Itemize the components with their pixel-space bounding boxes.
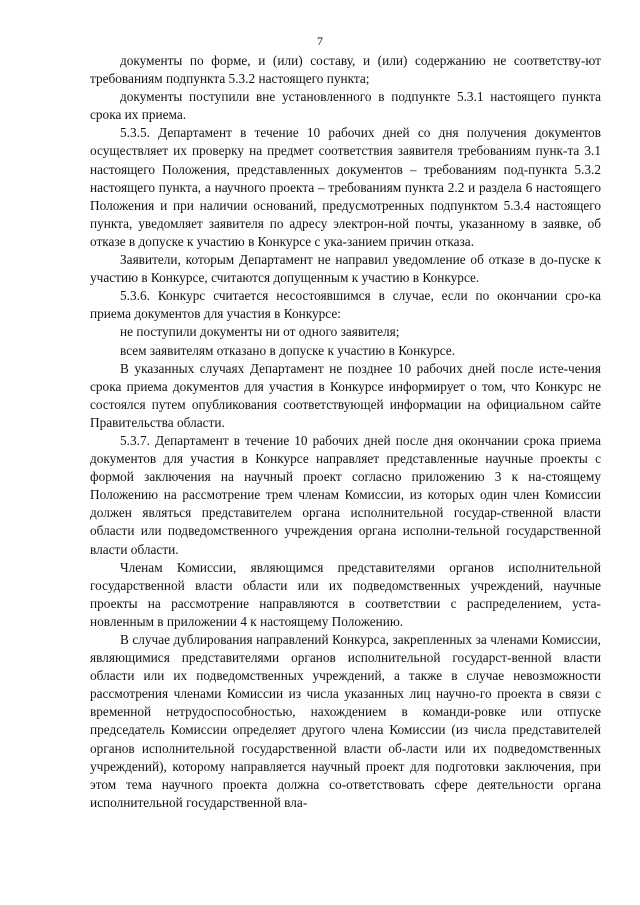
- paragraph: документы по форме, и (или) составу, и (или) содержанию не соответству-ют требованиям подпункта 5.3.2 настоящего пункта;: [90, 53, 601, 87]
- paragraph: Членам Комиссии, являющимся представителями органов исполнительной государственной власти области или их подведомственных учреждений, научные проекты на рассмотрение направляются в соответствии с распределением, уста-новленным в приложении 4 к настоящему Положению.: [90, 559, 601, 629]
- paragraph: Заявители, которым Департамент не направил уведомление об отказе в до-пуске к участию в Конкурсе, считаются допущенным к участию в Конкурсе.: [90, 252, 601, 286]
- paragraph: 5.3.5. Департамент в течение 10 рабочих дней со дня получения документов осуществляет их проверку на предмет соответствия заявителя требованиям пунк-та 3.1 настоящего Положения, представленных документов – требованиям под-пункта 5.3.2 настоящего пункта, а научного проекта – требованиям пункта 2.2 и раздела 6 настоящего Положения и при наличии оснований, предусмотренных подпунктом 5.3.4 настоящего пункта, уведомляет заявителя по адресу электрон-ной почты, указанному в заявке, об отказе в допуске к участию в Конкурсе с ука-занием причин отказа.: [90, 125, 601, 249]
- paragraph: не поступили документы ни от одного заявителя;: [120, 324, 400, 340]
- paragraph: всем заявителям отказано в допуске к участию в Конкурсе.: [120, 342, 456, 358]
- paragraph: 5.3.6. Конкурс считается несостоявшимся в случае, если по окончании сро-ка приема документов для участия в Конкурсе:: [90, 288, 601, 322]
- paragraph: В указанных случаях Департамент не позднее 10 рабочих дней после исте-чения срока приема документов для участия в Конкурсе информирует о том, что Конкурс не состоялся путем опубликования соответствующей информации на официальном сайте Правительства области.: [90, 360, 601, 430]
- document-body: [90, 52, 601, 812]
- paragraph: В случае дублирования направлений Конкурса, закрепленных за членами Комиссии, являющимися представителями органов исполнительной государст-венной власти области или их подведомственных учреждений, а также в случае невозможности рассмотрения членами Комиссии из числа указанных лиц научно-го проекта в связи с временной нетрудоспособностью, нахождением в команди-ровке или отпуске председатель Комиссии определяет другого члена Комиссии (из числа представителей органов исполнительной государственной власти об-ласти или их подведомственных учреждений), которому направляется научный проект для подготовки заключения, при этом тема научного проекта должна со-ответствовать сфере деятельности органа исполнительной государственной вла-: [90, 632, 601, 810]
- page-number: 7: [317, 34, 323, 48]
- paragraph: 5.3.7. Департамент в течение 10 рабочих дней после дня окончании срока приема документов для участия в Конкурсе направляет представленные научные проекты с формой заключения на научный проект согласно приложению 3 к на-стоящему Положению на рассмотрение трем членам Комиссии, из которых один член Комиссии должен являться представителем органа исполнительной государ-ственной власти области или подведомственного учреждения органа исполни-тельной государственной власти области.: [90, 432, 601, 557]
- paragraph: документы поступили вне установленного в подпункте 5.3.1 настоящего пункта срока их приема.: [90, 89, 601, 123]
